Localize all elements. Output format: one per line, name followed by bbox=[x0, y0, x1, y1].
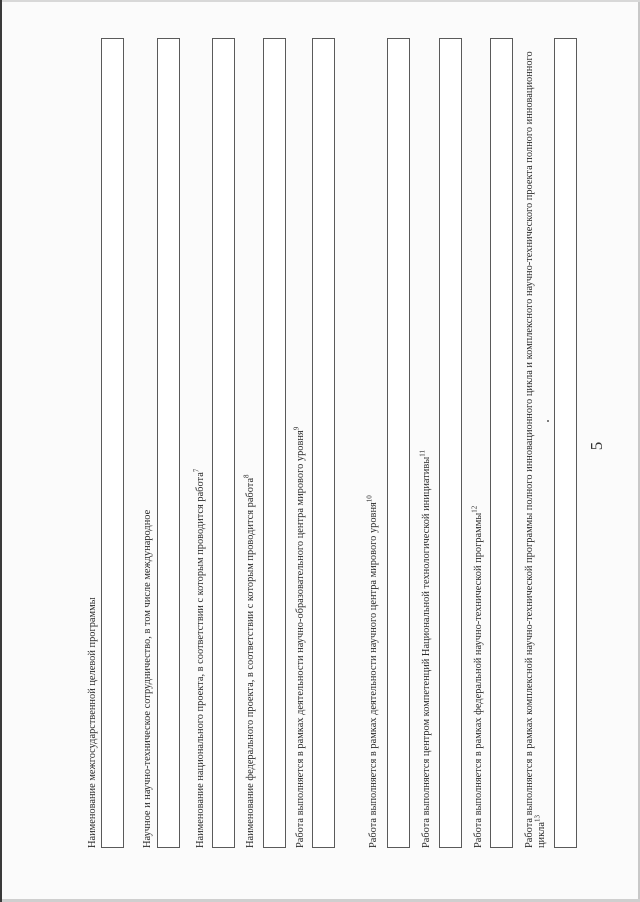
field-cooperation[interactable] bbox=[157, 38, 180, 848]
section-label-federal-program: Работа выполняется в рамках федеральной научно-технической программы$^{12}$ bbox=[470, 505, 484, 848]
field-federal-project[interactable] bbox=[263, 38, 286, 848]
section-label-competence-center: Работа выполняется центром компетенций Национальной технологической инициативы$^{11}$ bbox=[418, 450, 432, 848]
section-label-education-center: Работа выполняется в рамках деятельности научно-образовательного центра мирового уровня$^9$ bbox=[292, 426, 306, 848]
section-label-complex-program: Работа выполняется в рамках комплексной научно-технической программы полного инновационного цикла и комплексного научно-технического проекта полного инновационного цикла$^{13}$ bbox=[524, 51, 547, 848]
field-competence-center[interactable] bbox=[439, 38, 462, 848]
section-label-federal-project: Наименование федерального проекта, в соответствии с которым проводится работа$^8$ bbox=[242, 474, 256, 848]
section-label-science-center: Работа выполняется в рамках деятельности научного центра мирового уровня$^{10}$ bbox=[365, 495, 379, 848]
field-federal-program[interactable] bbox=[490, 38, 513, 848]
section-label-interstate-program: Наименование межгосударственной целевой программы bbox=[87, 597, 98, 848]
section-label-national-project: Наименование национального проекта, в соответствии с которым проводится работа$^7$ bbox=[192, 468, 206, 848]
section-label-cooperation: Научное и научно-техническое сотрудничество, в том числе международное bbox=[142, 509, 153, 848]
field-science-center[interactable] bbox=[387, 38, 410, 848]
rotated-form bbox=[2, 0, 640, 902]
field-complex-program[interactable] bbox=[554, 38, 577, 848]
field-national-project[interactable] bbox=[212, 38, 235, 848]
field-education-center[interactable] bbox=[312, 38, 335, 848]
page-number: 5 bbox=[587, 441, 606, 451]
field-interstate-program[interactable] bbox=[101, 38, 124, 848]
